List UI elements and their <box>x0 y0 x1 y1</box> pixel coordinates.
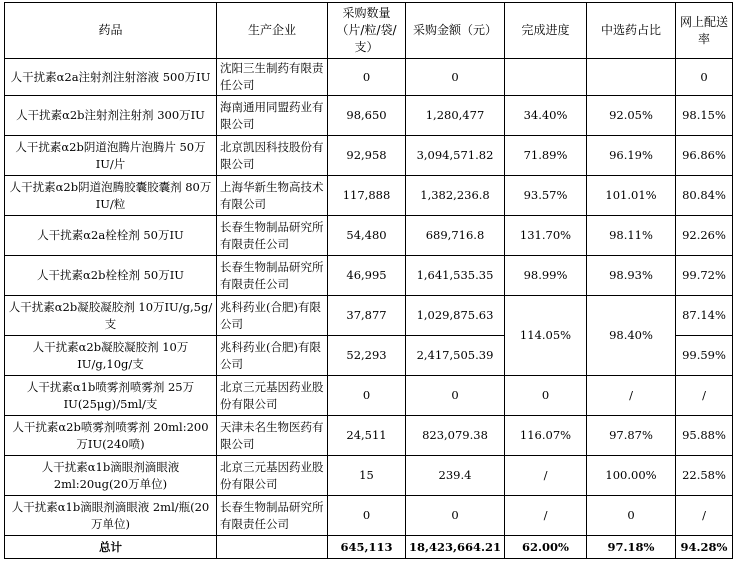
table-row <box>5 96 733 136</box>
cell-manufacturer: 长春生物制品研究所有限责任公司 <box>217 496 328 536</box>
cell-amount: 0 <box>406 59 505 96</box>
cell-online-rate: / <box>676 496 733 536</box>
cell-share-merged: 98.40% <box>587 296 676 376</box>
table-row <box>5 176 733 216</box>
cell-share: 98.93% <box>587 256 676 296</box>
procurement-table <box>4 2 733 559</box>
total-progress: 62.00% <box>505 536 587 559</box>
cell-drug: 人干扰素α1b滴眼剂滴眼液 2ml:20ug(20万单位) <box>5 456 217 496</box>
cell-quantity: 0 <box>328 496 406 536</box>
cell-amount: 0 <box>406 496 505 536</box>
total-manufacturer-empty <box>217 536 328 559</box>
cell-amount: 1,382,236.8 <box>406 176 505 216</box>
table-row <box>5 416 733 456</box>
cell-progress: / <box>505 456 587 496</box>
cell-progress: 0 <box>505 376 587 416</box>
cell-progress: 71.89% <box>505 136 587 176</box>
cell-progress: / <box>505 496 587 536</box>
total-quantity: 645,113 <box>328 536 406 559</box>
header-drug: 药品 <box>5 3 217 59</box>
header-quantity: 采购数量（片/粒/袋/支） <box>328 3 406 59</box>
cell-manufacturer: 长春生物制品研究所有限责任公司 <box>217 216 328 256</box>
header-row <box>5 3 733 59</box>
cell-drug: 人干扰素α2b栓栓剂 50万IU <box>5 256 217 296</box>
cell-progress: 131.70% <box>505 216 587 256</box>
total-online-rate: 94.28% <box>676 536 733 559</box>
cell-share: 101.01% <box>587 176 676 216</box>
table-row <box>5 376 733 416</box>
table-row <box>5 296 733 336</box>
cell-progress-merged: 114.05% <box>505 296 587 376</box>
total-row <box>5 536 733 559</box>
cell-share: 92.05% <box>587 96 676 136</box>
cell-amount: 1,029,875.63 <box>406 296 505 336</box>
cell-amount: 689,716.8 <box>406 216 505 256</box>
cell-online-rate: 95.88% <box>676 416 733 456</box>
cell-manufacturer: 沈阳三生制药有限责任公司 <box>217 59 328 96</box>
header-online-rate: 网上配送率 <box>676 3 733 59</box>
cell-quantity: 98,650 <box>328 96 406 136</box>
cell-online-rate: 0 <box>676 59 733 96</box>
cell-drug: 人干扰素α1b滴眼剂滴眼液 2ml/瓶(20万单位) <box>5 496 217 536</box>
cell-quantity: 37,877 <box>328 296 406 336</box>
cell-quantity: 92,958 <box>328 136 406 176</box>
table-row <box>5 216 733 256</box>
table-row <box>5 256 733 296</box>
cell-drug: 人干扰素α2b凝胶凝胶剂 10万IU/g,10g/支 <box>5 336 217 376</box>
cell-share: 96.19% <box>587 136 676 176</box>
cell-online-rate: 22.58% <box>676 456 733 496</box>
cell-drug: 人干扰素α2a栓栓剂 50万IU <box>5 216 217 256</box>
cell-drug: 人干扰素α2a注射剂注射溶液 500万IU <box>5 59 217 96</box>
cell-drug: 人干扰素α1b喷雾剂喷雾剂 25万IU(25μg)/5ml/支 <box>5 376 217 416</box>
cell-manufacturer: 海南通用同盟药业有限公司 <box>217 96 328 136</box>
cell-quantity: 24,511 <box>328 416 406 456</box>
cell-share <box>587 59 676 96</box>
total-label: 总计 <box>5 536 217 559</box>
cell-manufacturer: 兆科药业(合肥)有限公司 <box>217 296 328 336</box>
cell-online-rate: 96.86% <box>676 136 733 176</box>
cell-manufacturer: 北京三元基因药业股份有限公司 <box>217 456 328 496</box>
cell-manufacturer: 天津未名生物医药有限公司 <box>217 416 328 456</box>
cell-amount: 3,094,571.82 <box>406 136 505 176</box>
cell-share: 98.11% <box>587 216 676 256</box>
cell-amount: 1,280,477 <box>406 96 505 136</box>
cell-online-rate: 99.59% <box>676 336 733 376</box>
cell-progress: 116.07% <box>505 416 587 456</box>
cell-manufacturer: 兆科药业(合肥)有限公司 <box>217 336 328 376</box>
cell-amount: 0 <box>406 376 505 416</box>
cell-online-rate: 99.72% <box>676 256 733 296</box>
cell-share: 97.87% <box>587 416 676 456</box>
table-row <box>5 136 733 176</box>
cell-drug: 人干扰素α2b阴道泡腾胶囊胶囊剂 80万IU/粒 <box>5 176 217 216</box>
cell-drug: 人干扰素α2b凝胶凝胶剂 10万IU/g,5g/支 <box>5 296 217 336</box>
cell-progress: 98.99% <box>505 256 587 296</box>
header-manufacturer: 生产企业 <box>217 3 328 59</box>
cell-share: 100.00% <box>587 456 676 496</box>
total-share: 97.18% <box>587 536 676 559</box>
table-row <box>5 496 733 536</box>
cell-manufacturer: 北京凯因科技股份有限公司 <box>217 136 328 176</box>
cell-drug: 人干扰素α2b阴道泡腾片泡腾片 50万IU/片 <box>5 136 217 176</box>
header-progress: 完成进度 <box>505 3 587 59</box>
cell-amount: 1,641,535.35 <box>406 256 505 296</box>
cell-manufacturer: 上海华新生物高技术有限公司 <box>217 176 328 216</box>
cell-online-rate: 98.15% <box>676 96 733 136</box>
table-row <box>5 59 733 96</box>
cell-online-rate: 87.14% <box>676 296 733 336</box>
cell-amount: 2,417,505.39 <box>406 336 505 376</box>
cell-amount: 823,079.38 <box>406 416 505 456</box>
cell-quantity: 52,293 <box>328 336 406 376</box>
table-row <box>5 456 733 496</box>
cell-quantity: 46,995 <box>328 256 406 296</box>
cell-share: 0 <box>587 496 676 536</box>
cell-manufacturer: 长春生物制品研究所有限责任公司 <box>217 256 328 296</box>
cell-progress: 93.57% <box>505 176 587 216</box>
cell-quantity: 117,888 <box>328 176 406 216</box>
cell-share: / <box>587 376 676 416</box>
cell-online-rate: 92.26% <box>676 216 733 256</box>
cell-amount: 239.4 <box>406 456 505 496</box>
cell-quantity: 54,480 <box>328 216 406 256</box>
header-amount: 采购金额（元） <box>406 3 505 59</box>
cell-progress: 34.40% <box>505 96 587 136</box>
header-share: 中选药占比 <box>587 3 676 59</box>
cell-online-rate: / <box>676 376 733 416</box>
total-amount: 18,423,664.21 <box>406 536 505 559</box>
cell-quantity: 0 <box>328 376 406 416</box>
cell-online-rate: 80.84% <box>676 176 733 216</box>
cell-quantity: 0 <box>328 59 406 96</box>
cell-drug: 人干扰素α2b喷雾剂喷雾剂 20ml:200万IU(240喷) <box>5 416 217 456</box>
cell-progress <box>505 59 587 96</box>
cell-manufacturer: 北京三元基因药业股份有限公司 <box>217 376 328 416</box>
cell-quantity: 15 <box>328 456 406 496</box>
cell-drug: 人干扰素α2b注射剂注射剂 300万IU <box>5 96 217 136</box>
